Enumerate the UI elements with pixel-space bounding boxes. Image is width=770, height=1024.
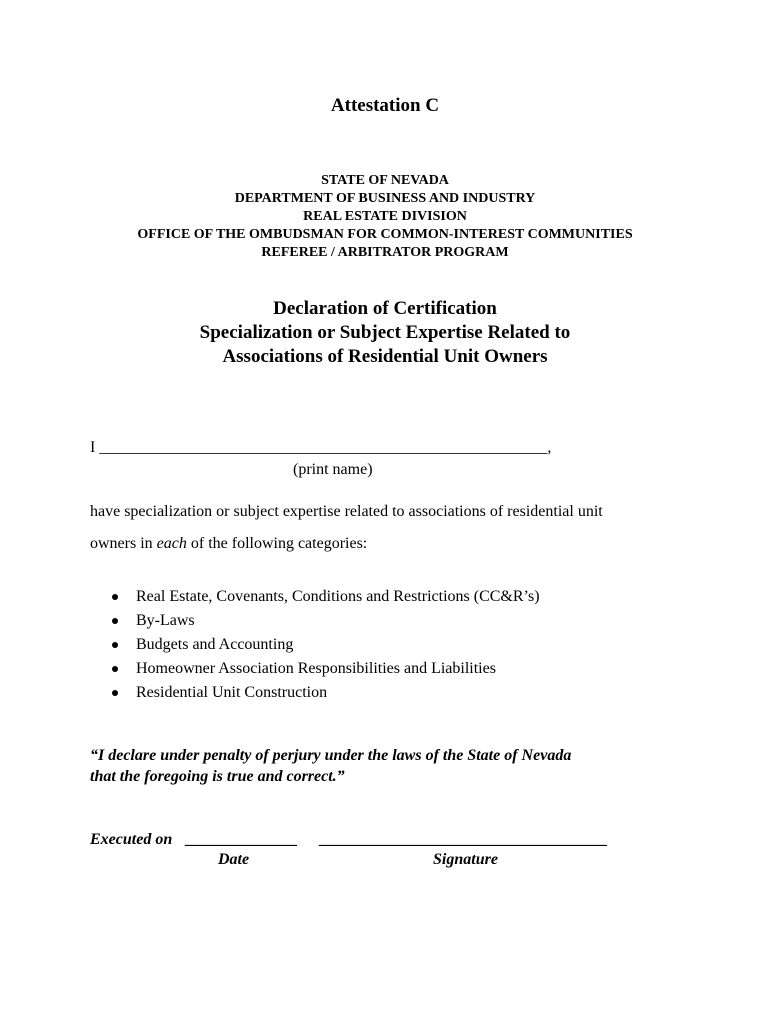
list-item	[108, 585, 540, 609]
date-caption: Date	[218, 851, 250, 868]
category-label: Budgets and Accounting	[136, 636, 294, 653]
perjury-line-2: that the foregoing is true and correct.”	[90, 768, 345, 785]
list-item	[108, 633, 540, 657]
header-department: DEPARTMENT OF BUSINESS AND INDUSTRY	[234, 191, 536, 206]
declaration-title: Declaration of Certification	[273, 298, 497, 319]
list-item	[108, 681, 540, 705]
declaration-subtitle-1: Specialization or Subject Expertise Related to	[199, 322, 571, 343]
bullet-icon	[112, 690, 118, 696]
attestation-title: Attestation C	[330, 95, 440, 116]
statement-text-b: of the following categories:	[186, 535, 368, 552]
category-label: Residential Unit Construction	[136, 684, 328, 701]
header-division: REAL ESTATE DIVISION	[303, 209, 467, 224]
date-blank[interactable]: ______________	[186, 831, 298, 848]
signature-caption: Signature	[433, 851, 498, 868]
perjury-line-1: “I declare under penalty of perjury under the laws of the State of Nevada	[90, 747, 572, 764]
statement-emphasis: each	[156, 535, 187, 552]
header-office: OFFICE OF THE OMBUDSMAN FOR COMMON-INTEREST COMMUNITIES	[137, 227, 633, 242]
category-list	[108, 585, 540, 705]
category-label: Homeowner Association Responsibilities and Liabilities	[136, 660, 496, 677]
category-label: By-Laws	[136, 612, 195, 629]
header-state: STATE OF NEVADA	[321, 173, 449, 188]
header-program: REFEREE / ARBITRATOR PROGRAM	[261, 245, 509, 260]
executed-label: Executed on	[90, 831, 173, 848]
list-item	[108, 609, 540, 633]
list-item	[108, 657, 540, 681]
category-label: Real Estate, Covenants, Conditions and Restrictions (CC&R’s)	[136, 588, 540, 605]
bullet-icon	[112, 666, 118, 672]
declaration-subtitle-2: Associations of Residential Unit Owners	[222, 346, 548, 367]
statement-text-a: owners in	[90, 535, 157, 552]
print-name-caption: (print name)	[293, 461, 373, 478]
bullet-icon	[112, 618, 118, 624]
statement-line-1: have specialization or subject expertise related to associations of residential unit	[90, 503, 603, 520]
bullet-icon	[112, 594, 118, 600]
name-line	[90, 439, 551, 457]
name-prefix: I	[90, 439, 96, 456]
signature-blank[interactable]: ____________________________________	[320, 831, 608, 848]
statement-line-2	[90, 535, 367, 553]
bullet-icon	[112, 642, 118, 648]
print-name-blank[interactable]: ________________________________________________________,	[99, 439, 552, 456]
